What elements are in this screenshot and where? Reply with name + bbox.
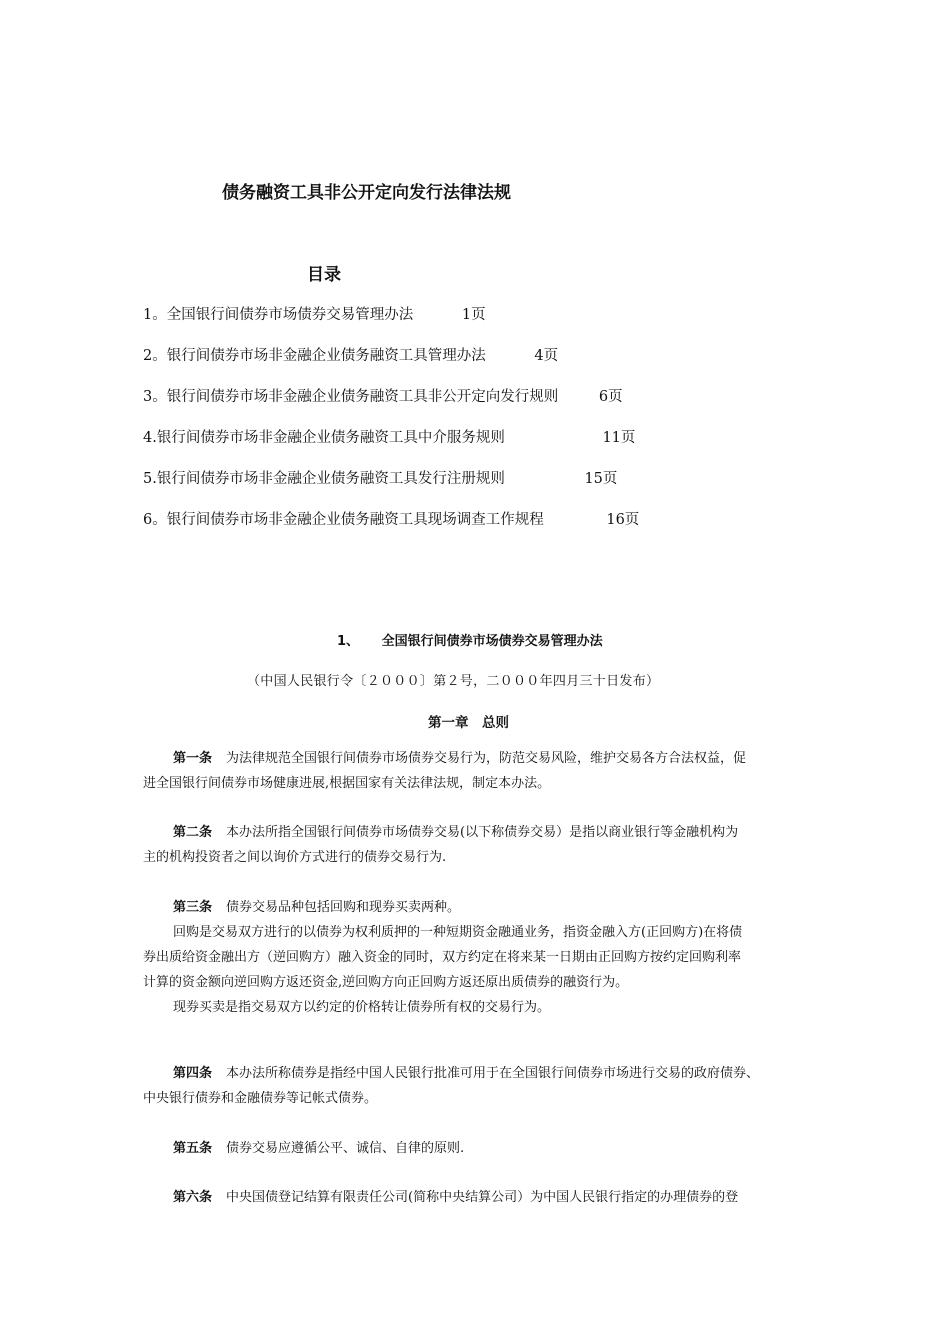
document-title: 债务融资工具非公开定向发行法律法规: [222, 183, 511, 203]
section-subtitle: （中国人民银行令〔２０００〕第２号，二０００年四月三十日发布）: [247, 674, 660, 689]
article-5: [143, 1136, 464, 1161]
article-6: [143, 1185, 738, 1210]
article-text: 债券交易应遵循公平、诚信、自律的原则.: [226, 1141, 465, 1156]
article-text: 债券交易品种包括回购和现券买卖两种。: [226, 900, 461, 915]
toc-item-5: [143, 467, 617, 488]
section-title: 全国银行间债券市场债券交易管理办法: [381, 634, 603, 649]
article-text: 本办法所称债券是指经中国人民银行批准可用于在全国银行间债券市场进行交易的政府债券、: [226, 1066, 760, 1081]
toc-item-label: 4.银行间债券市场非金融企业债务融资工具中介服务规则: [143, 430, 505, 446]
article-text: 为法律规范全国银行间债券市场债券交易行为，防范交易风险，维护交易各方合法权益，促: [226, 751, 747, 766]
toc-item-label: 6。银行间债券市场非金融企业债务融资工具现场调查工作规程: [143, 512, 544, 528]
article-text: 本办法所指全国银行间债券市场债券交易(以下称债券交易）是指以商业银行等金融机构为: [226, 825, 739, 840]
article-text: 主的机构投资者之间以询价方式进行的债券交易行为.: [143, 850, 447, 865]
section-number: 1、: [337, 634, 360, 649]
article-label: 第六条: [173, 1190, 213, 1205]
article-label: 第一条: [173, 751, 213, 766]
article-text: 券出质给资金融出方（逆回购方）融入资金的同时，双方约定在将来某一日期由正回购方按约定回购利率: [143, 950, 742, 965]
chapter-title: 第一章 总则: [428, 715, 509, 731]
toc-item-1: [143, 303, 486, 324]
article-text: 中央国债登记结算有限责任公司(简称中央结算公司）为中国人民银行指定的办理债券的登: [226, 1190, 739, 1205]
article-label: 第三条: [173, 900, 213, 915]
toc-item-2: [143, 344, 558, 365]
toc-item-label: 3。银行间债券市场非金融企业债务融资工具非公开定向发行规则: [143, 389, 559, 405]
toc-item-page: 11页: [602, 430, 636, 446]
toc-item-label: 2。银行间债券市场非金融企业债务融资工具管理办法: [143, 348, 486, 364]
article-label: 第五条: [173, 1141, 213, 1156]
section-heading: [337, 630, 603, 649]
article-1: [143, 746, 746, 796]
article-text: 进全国银行间债券市场健康进展,根据国家有关法律法规，制定本办法。: [143, 776, 551, 791]
toc-item-3: [143, 385, 623, 406]
toc-item-page: 4页: [534, 348, 559, 364]
article-text: 中央银行债券和金融债券等记帐式债券。: [143, 1091, 378, 1106]
article-label: 第四条: [173, 1066, 213, 1081]
article-2: [143, 820, 738, 870]
toc-item-page: 1页: [461, 307, 486, 323]
toc-item-page: 6页: [598, 389, 623, 405]
article-3: [143, 895, 742, 1020]
toc-heading: 目录: [307, 265, 341, 285]
article-text: 计算的资金额向逆回购方返还资金,逆回购方向正回购方返还原出质债券的融资行为。: [143, 975, 629, 990]
toc-item-label: 5.银行间债券市场非金融企业债务融资工具发行注册规则: [143, 471, 505, 487]
article-label: 第二条: [173, 825, 213, 840]
toc-item-page: 15页: [584, 471, 618, 487]
article-text: 现券买卖是指交易双方以约定的价格转让债券所有权的交易行为。: [173, 1000, 551, 1015]
toc-item-page: 16页: [606, 512, 640, 528]
article-text: 回购是交易双方进行的以债券为权利质押的一种短期资金融通业务，指资金融入方(正回购方)在将债: [173, 925, 743, 940]
toc-item-4: [143, 426, 635, 447]
toc-item-label: 1。全国银行间债券市场债券交易管理办法: [143, 307, 414, 323]
toc-item-6: [143, 508, 639, 529]
article-4: [143, 1061, 759, 1111]
